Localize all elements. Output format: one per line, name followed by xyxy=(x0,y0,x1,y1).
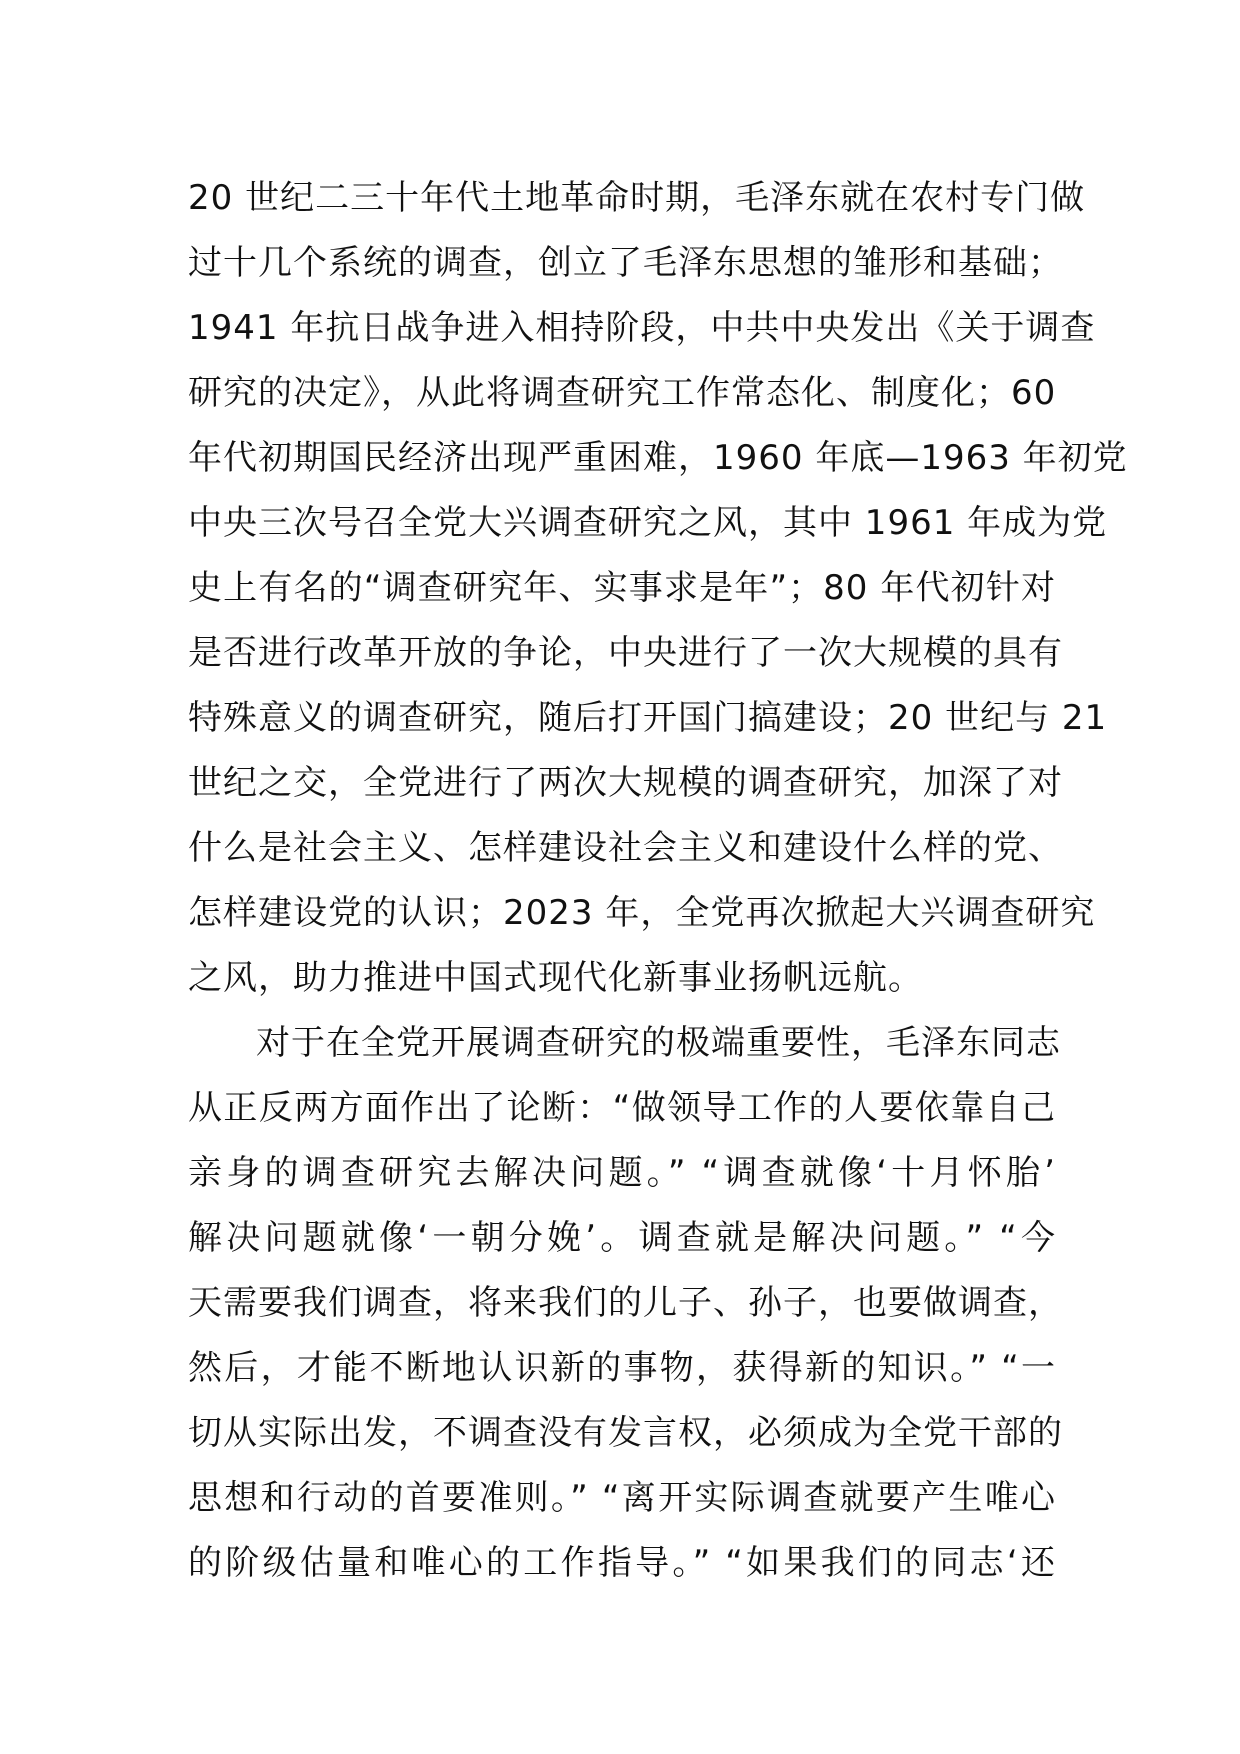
paragraph-2-line-5: 天需要我们调查，将来我们的儿子、孙子，也要做调查， xyxy=(188,1283,1063,1323)
paragraph-2-line-3: 亲身的调查研究去解决问题。” “调查就像‘十月怀胎’ xyxy=(188,1153,1056,1193)
paragraph-1-line-6: 中央三次号召全党大兴调查研究之风，其中 1961 年成为党 xyxy=(188,503,1108,543)
paragraph-2-line-4: 解决问题就像‘一朝分娩’。调查就是解决问题。” “今 xyxy=(188,1218,1056,1258)
paragraph-1-line-4: 研究的决定》，从此将调查研究工作常态化、制度化；60 xyxy=(188,373,1057,413)
paragraph-1-line-7: 史上有名的“调查研究年、实事求是年”；80 年代初针对 xyxy=(188,568,1056,608)
paragraph-2-line-2: 从正反两方面作出了论断：“做领导工作的人要依靠自己 xyxy=(188,1088,1056,1128)
paragraph-2-line-7: 切从实际出发，不调查没有发言权，必须成为全党干部的 xyxy=(188,1413,1063,1453)
paragraph-1-line-13: 之风，助力推进中国式现代化新事业扬帆远航。 xyxy=(188,958,923,998)
paragraph-1-line-2: 过十几个系统的调查，创立了毛泽东思想的雏形和基础； xyxy=(188,243,1063,283)
paragraph-2-line-6: 然后，才能不断地认识新的事物，获得新的知识。” “一 xyxy=(188,1348,1056,1388)
paragraph-2-line-9: 的阶级估量和唯心的工作指导。” “如果我们的同志‘还 xyxy=(188,1543,1056,1583)
paragraph-2-line-1: 对于在全党开展调查研究的极端重要性，毛泽东同志 xyxy=(256,1023,1061,1063)
paragraph-1-line-1: 20 世纪二三十年代土地革命时期，毛泽东就在农村专门做 xyxy=(188,178,1086,218)
paragraph-2-line-8: 思想和行动的首要准则。” “离开实际调查就要产生唯心 xyxy=(188,1478,1056,1518)
paragraph-1-line-11: 什么是社会主义、怎样建设社会主义和建设什么样的党、 xyxy=(188,828,1063,868)
paragraph-1-line-12: 怎样建设党的认识；2023 年，全党再次掀起大兴调查研究 xyxy=(188,893,1096,933)
paragraph-1-line-8: 是否进行改革开放的争论，中央进行了一次大规模的具有 xyxy=(188,633,1063,673)
paragraph-1-line-9: 特殊意义的调查研究，随后打开国门搞建设；20 世纪与 21 xyxy=(188,698,1108,738)
paragraph-1-line-3: 1941 年抗日战争进入相持阶段，中共中央发出《关于调查 xyxy=(188,308,1096,348)
paragraph-1-line-10: 世纪之交，全党进行了两次大规模的调查研究，加深了对 xyxy=(188,763,1063,803)
document-body xyxy=(188,166,1128,1596)
paragraph-1-line-5: 年代初期国民经济出现严重困难，1960 年底—1963 年初党 xyxy=(188,438,1128,478)
